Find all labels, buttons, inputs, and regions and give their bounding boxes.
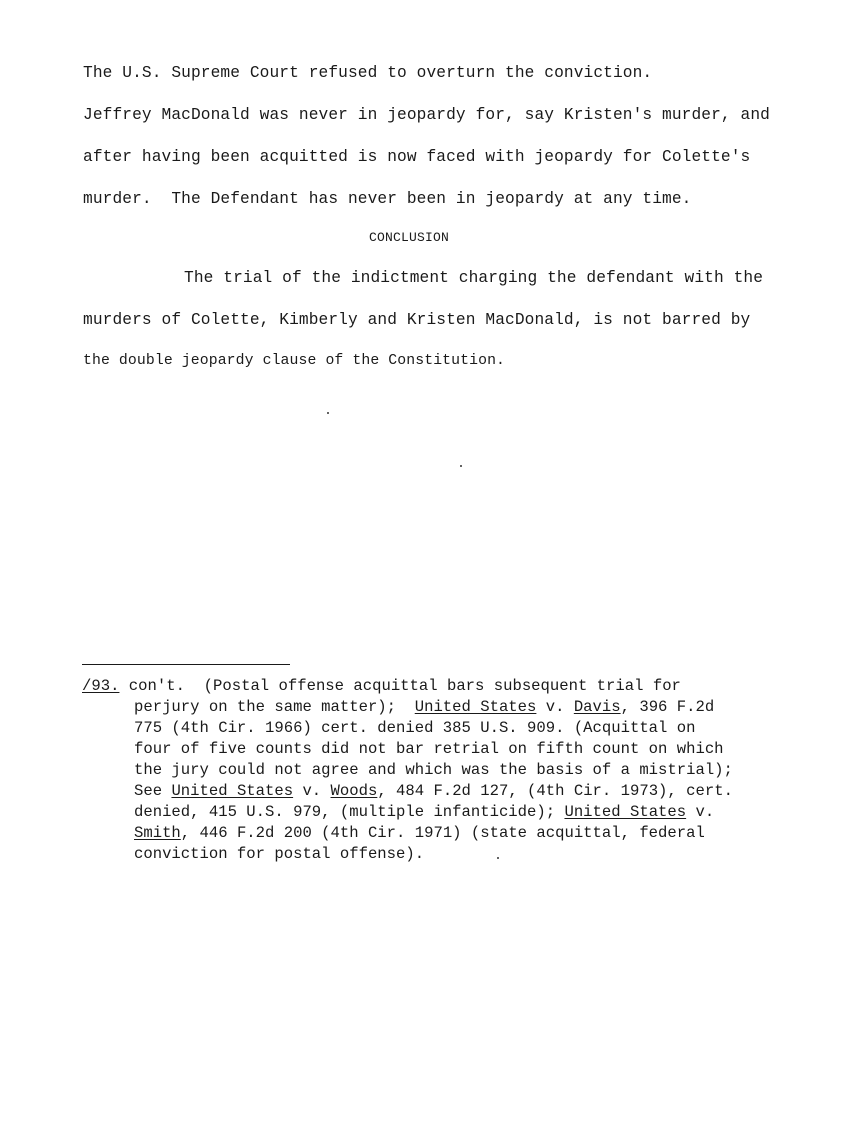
body-line-4: murder. The Defendant has never been in jeopardy at any time.: [83, 190, 692, 208]
conclusion-line-3: the double jeopardy clause of the Constitution.: [83, 353, 506, 369]
footnote-line-6: [134, 782, 733, 801]
case-name: United States: [171, 782, 294, 800]
conclusion-line-2: murders of Colette, Kimberly and Kristen MacDonald, is not barred by: [83, 311, 751, 329]
footnote-text: , 446 F.2d 200 (4th Cir. 1971) (state acquittal, federal: [180, 824, 705, 842]
footnote-line-1: [82, 677, 681, 696]
footnote-text: See: [134, 782, 172, 800]
footnote-text: denied, 415 U.S. 979, (multiple infanticide);: [134, 803, 565, 821]
case-name: Davis: [573, 698, 621, 716]
footnote-text: , 484 F.2d 127, (4th Cir. 1973), cert.: [377, 782, 733, 800]
case-name: Smith: [134, 824, 181, 842]
footnote-text: , 396 F.2d: [620, 698, 715, 716]
footnote-text: v.: [293, 782, 331, 800]
case-name: United States: [564, 803, 687, 821]
footnote-line-9: conviction for postal offense).: [134, 845, 425, 863]
footnote-line-4: four of five counts did not bar retrial on fifth count on which: [134, 740, 724, 758]
body-line-1: The U.S. Supreme Court refused to overturn the conviction.: [83, 64, 653, 82]
footnote-rule: [82, 664, 290, 665]
footnote-text: perjury on the same matter);: [134, 698, 415, 716]
footnote-line-2: [134, 698, 714, 717]
case-name: Woods: [330, 782, 378, 800]
body-line-2: Jeffrey MacDonald was never in jeopardy for, say Kristen's murder, and: [83, 106, 770, 124]
body-line-3: after having been acquitted is now faced with jeopardy for Colette's: [83, 148, 751, 166]
footnote-line-7: [134, 803, 714, 822]
case-name: United States: [414, 698, 537, 716]
footnote-line-3: 775 (4th Cir. 1966) cert. denied 385 U.S. 909. (Acquittal on: [134, 719, 696, 737]
footnote-line-8: [134, 824, 705, 843]
scan-speck: [497, 857, 499, 859]
scan-speck: [460, 465, 462, 467]
footnote-line-1-text: con't. (Postal offense acquittal bars subsequent trial for: [119, 677, 681, 695]
conclusion-heading: CONCLUSION: [369, 230, 450, 245]
footnote-text: v.: [536, 698, 574, 716]
conclusion-line-1: The trial of the indictment charging the defendant with the: [184, 269, 764, 287]
footnote-text: v.: [686, 803, 715, 821]
footnote-marker: /93.: [82, 677, 120, 695]
scan-speck: [327, 412, 329, 414]
footnote-line-5: the jury could not agree and which was the basis of a mistrial);: [134, 761, 733, 779]
